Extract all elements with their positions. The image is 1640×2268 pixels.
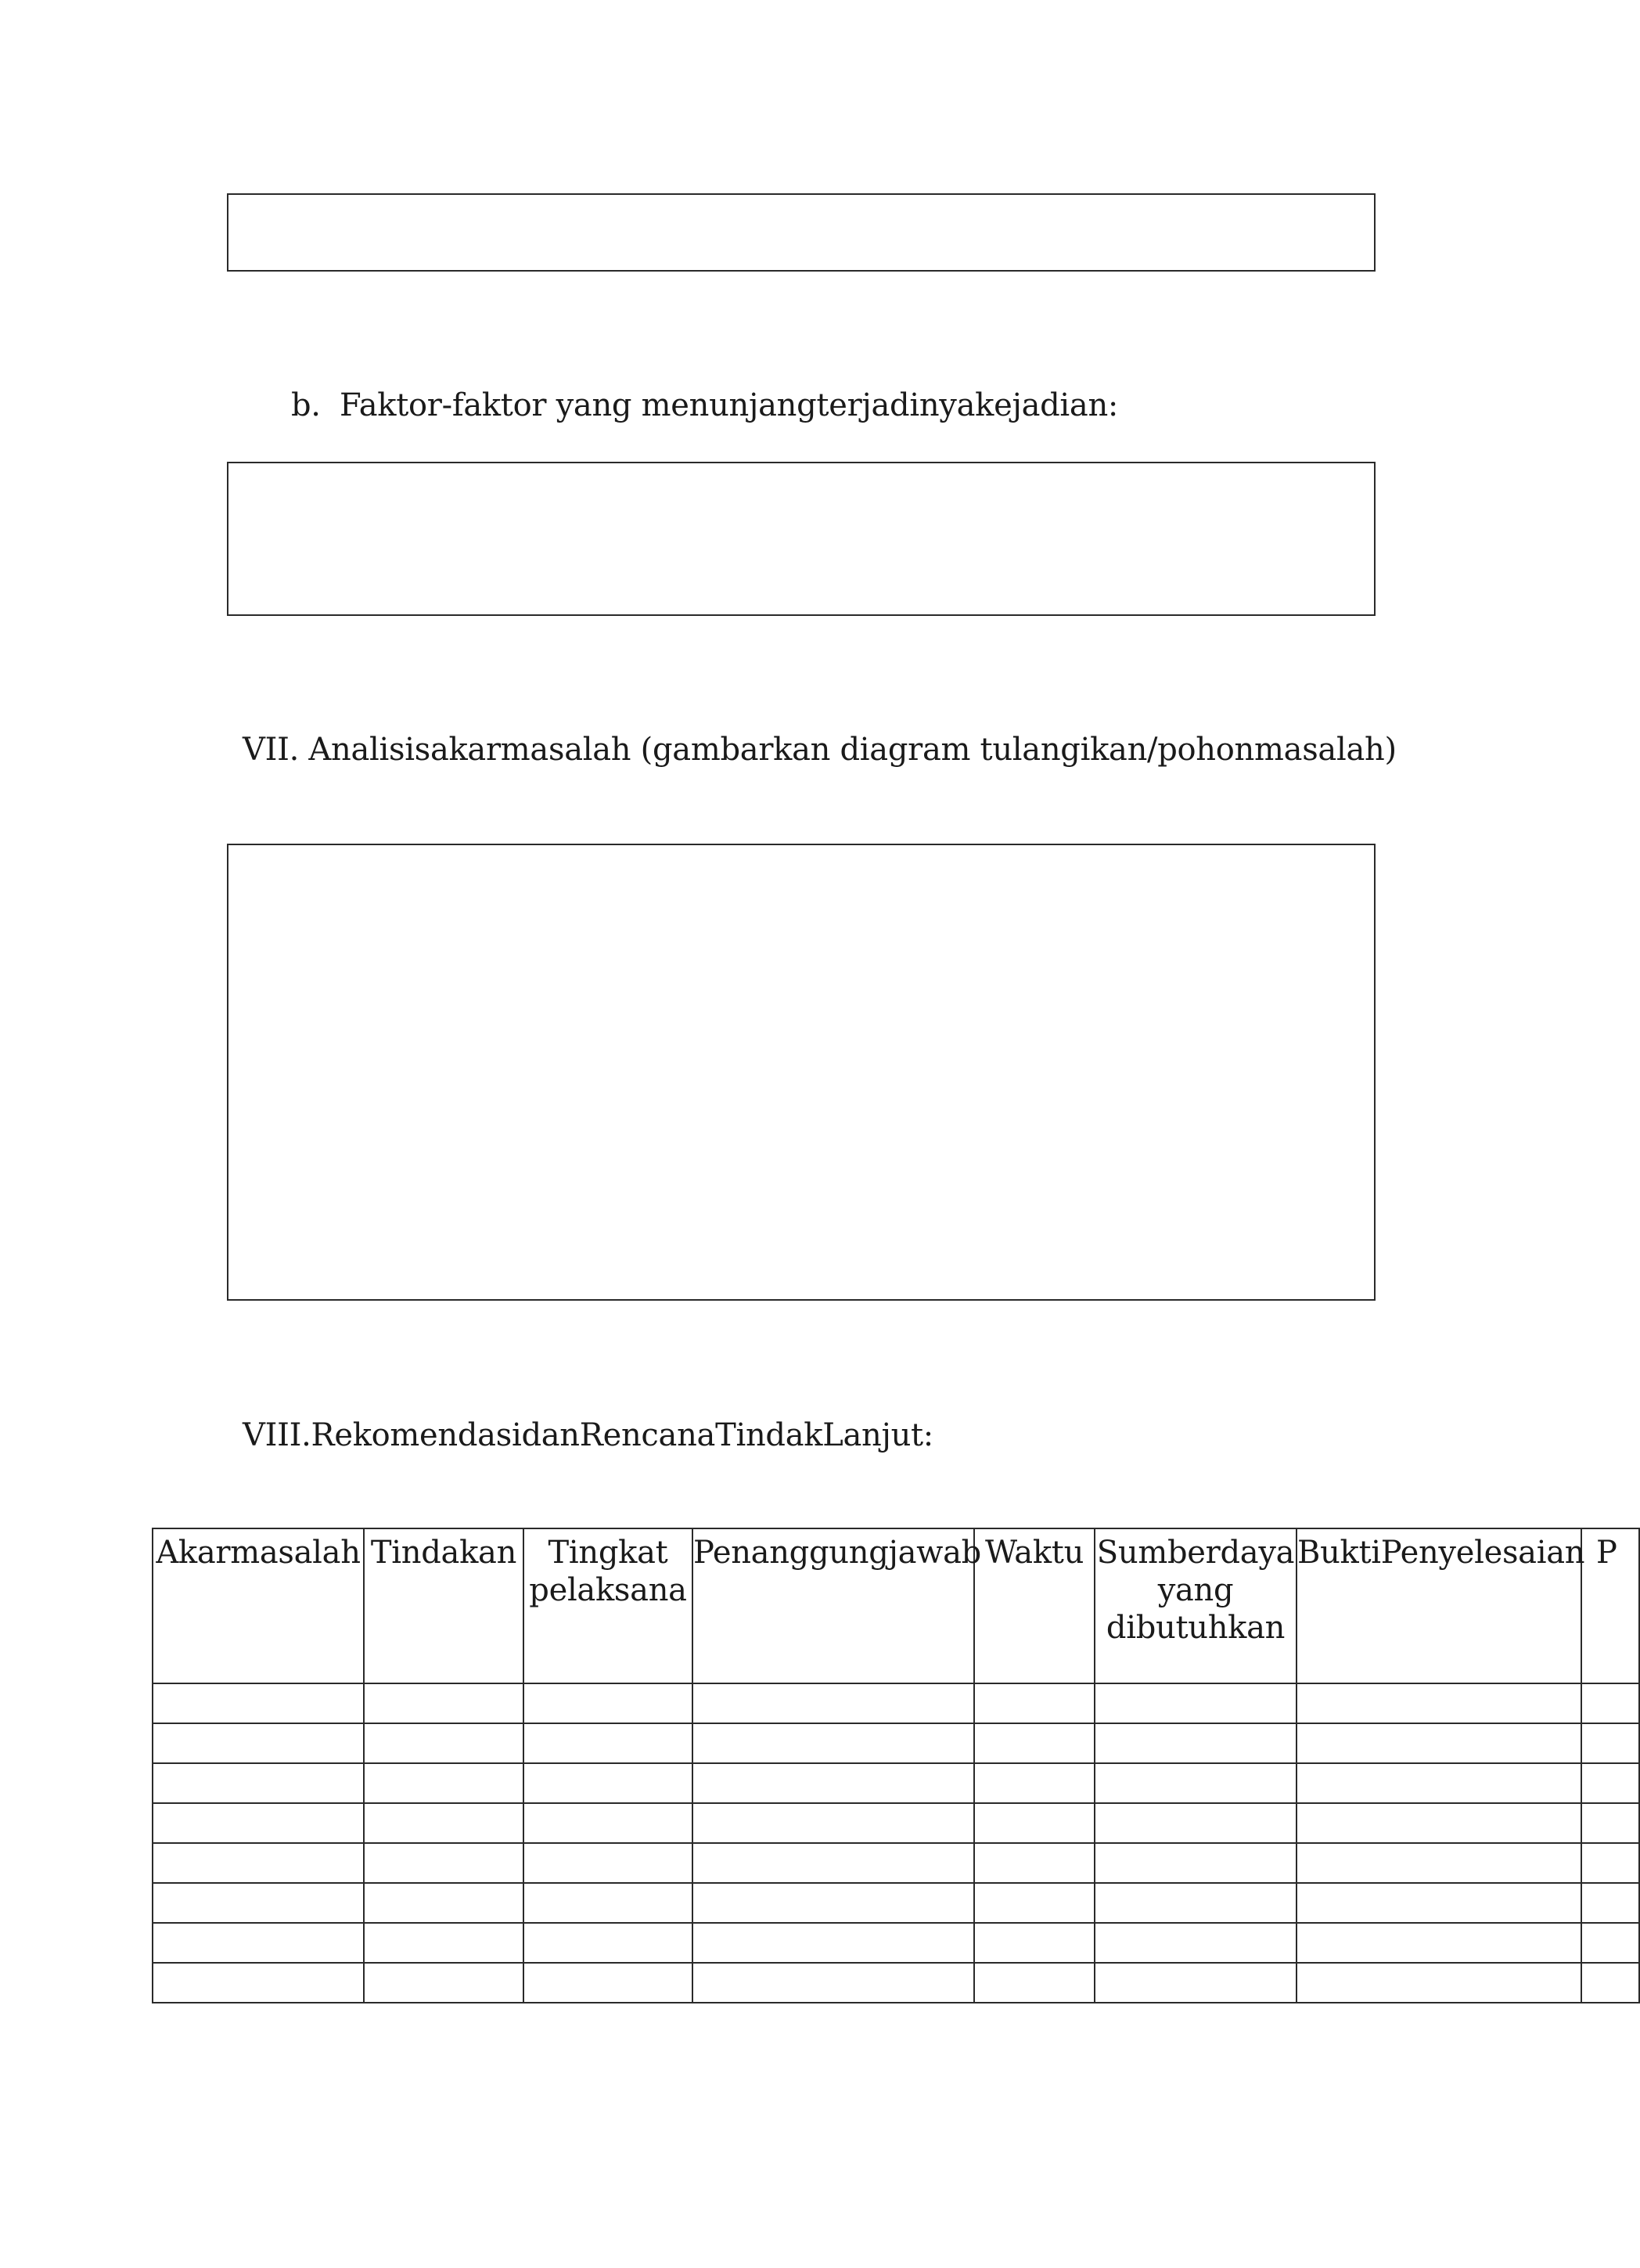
table-cell[interactable] (692, 1843, 974, 1883)
table-cell[interactable] (1297, 1963, 1581, 2003)
table-cell[interactable] (974, 1763, 1095, 1803)
table-cell[interactable] (523, 1763, 692, 1803)
table-cell[interactable] (153, 1843, 364, 1883)
table-cell[interactable] (1297, 1923, 1581, 1963)
table-cell[interactable] (153, 1763, 364, 1803)
table-row (153, 1763, 1639, 1803)
table-cell[interactable] (1095, 1883, 1297, 1923)
table-cell[interactable] (1581, 1883, 1639, 1923)
table-cell[interactable] (974, 1683, 1095, 1723)
column-header (1095, 1528, 1297, 1683)
answer-box-a[interactable] (227, 193, 1376, 272)
table-cell[interactable] (523, 1843, 692, 1883)
column-header (364, 1528, 523, 1683)
table-cell[interactable] (1095, 1763, 1297, 1803)
table-row (153, 1843, 1639, 1883)
column-header (153, 1528, 364, 1683)
table-cell[interactable] (692, 1883, 974, 1923)
table-row (153, 1683, 1639, 1723)
table-cell[interactable] (1581, 1803, 1639, 1843)
table-cell[interactable] (523, 1723, 692, 1763)
table-cell[interactable] (1095, 1803, 1297, 1843)
table-cell[interactable] (364, 1883, 523, 1923)
table-cell[interactable] (153, 1963, 364, 2003)
table-cell[interactable] (1581, 1923, 1639, 1963)
action-plan-table (152, 1528, 1640, 2003)
table-cell[interactable] (1095, 1923, 1297, 1963)
table-cell[interactable] (1581, 1683, 1639, 1723)
table-cell[interactable] (692, 1963, 974, 2003)
table-cell[interactable] (692, 1723, 974, 1763)
table-cell[interactable] (153, 1883, 364, 1923)
column-header (1297, 1528, 1585, 1683)
section-b-marker: b. (291, 387, 321, 423)
section-vii-heading: VII. Analisisakarmasalah (gambarkan diagram tulangikan/pohonmasalah) (243, 732, 1397, 768)
table-cell[interactable] (153, 1723, 364, 1763)
column-header (974, 1528, 1095, 1683)
column-header-label: P (1596, 1535, 1617, 1571)
table-cell[interactable] (1581, 1963, 1639, 2003)
table-cell[interactable] (364, 1963, 523, 2003)
table-cell[interactable] (1297, 1763, 1581, 1803)
table-row (153, 1883, 1639, 1923)
table-cell[interactable] (153, 1923, 364, 1963)
table-cell[interactable] (974, 1803, 1095, 1843)
column-header-label: Waktu (984, 1535, 1084, 1571)
table-cell[interactable] (1297, 1803, 1581, 1843)
table-cell[interactable] (974, 1843, 1095, 1883)
diagram-box[interactable] (227, 844, 1376, 1301)
column-header (523, 1528, 692, 1683)
column-header-label: Tingkat pelaksana (529, 1535, 687, 1608)
table-cell[interactable] (523, 1883, 692, 1923)
table-header-row (153, 1528, 1639, 1683)
column-header-label: Sumberdaya yang dibutuhkan (1096, 1535, 1295, 1646)
table-cell[interactable] (692, 1763, 974, 1803)
table-cell[interactable] (974, 1723, 1095, 1763)
table-cell[interactable] (1297, 1683, 1581, 1723)
column-header-label: Tindakan (370, 1535, 517, 1571)
table-body (153, 1683, 1639, 2003)
table-row (153, 1963, 1639, 2003)
table-cell[interactable] (364, 1843, 523, 1883)
table-cell[interactable] (692, 1923, 974, 1963)
table-cell[interactable] (1581, 1763, 1639, 1803)
section-viii-heading: VIII.RekomendasidanRencanaTindakLanjut: (243, 1417, 933, 1453)
table-cell[interactable] (692, 1683, 974, 1723)
table-cell[interactable] (364, 1763, 523, 1803)
table-cell[interactable] (1095, 1723, 1297, 1763)
column-header-label: Penanggungjawab (693, 1535, 981, 1571)
table-cell[interactable] (1095, 1843, 1297, 1883)
section-b-heading (291, 387, 1118, 424)
table-cell[interactable] (364, 1683, 523, 1723)
table-cell[interactable] (523, 1803, 692, 1843)
table-cell[interactable] (364, 1803, 523, 1843)
answer-box-b[interactable] (227, 462, 1376, 616)
table-cell[interactable] (1581, 1723, 1639, 1763)
table-row (153, 1723, 1639, 1763)
table-cell[interactable] (523, 1683, 692, 1723)
table-cell[interactable] (974, 1883, 1095, 1923)
table-cell[interactable] (153, 1803, 364, 1843)
section-b-text: Faktor-faktor yang menunjangterjadinyakejadian: (340, 387, 1119, 423)
table-row (153, 1803, 1639, 1843)
column-header (692, 1528, 981, 1683)
table-cell[interactable] (523, 1963, 692, 2003)
table-cell[interactable] (153, 1683, 364, 1723)
column-header (1581, 1528, 1639, 1683)
column-header-label: BuktiPenyelesaian (1297, 1535, 1585, 1571)
action-plan-table-wrapper (152, 1528, 1617, 2005)
table-row (153, 1923, 1639, 1963)
table-cell[interactable] (974, 1963, 1095, 2003)
table-cell[interactable] (692, 1803, 974, 1843)
table-cell[interactable] (1297, 1843, 1581, 1883)
table-cell[interactable] (523, 1923, 692, 1963)
table-cell[interactable] (1297, 1883, 1581, 1923)
table-cell[interactable] (1095, 1963, 1297, 2003)
table-cell[interactable] (1581, 1843, 1639, 1883)
table-cell[interactable] (1095, 1683, 1297, 1723)
table-cell[interactable] (364, 1923, 523, 1963)
table-cell[interactable] (974, 1923, 1095, 1963)
column-header-label: Akarmasalah (156, 1535, 361, 1571)
table-cell[interactable] (364, 1723, 523, 1763)
table-cell[interactable] (1297, 1723, 1581, 1763)
